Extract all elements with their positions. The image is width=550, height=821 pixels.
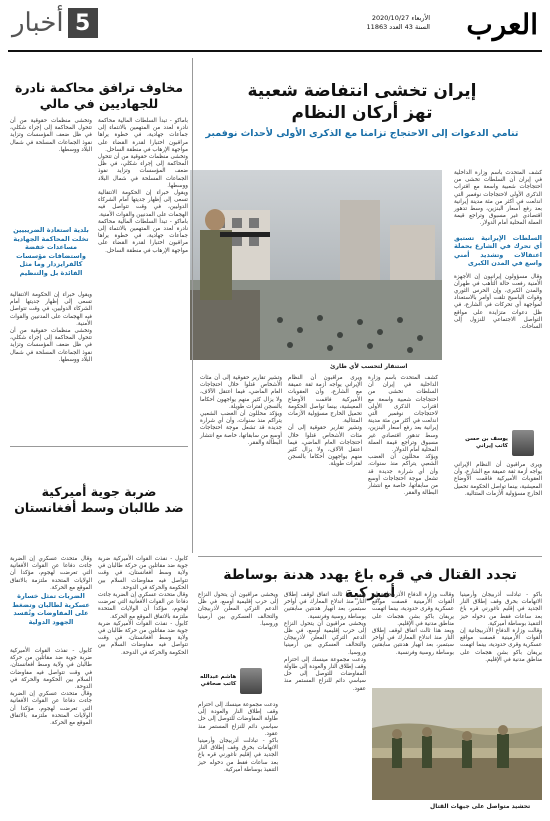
side-bottom-paragraph: وقال متحدث عسكري إن الضربة جاءت دفاعا عن القوات الأفغانية التي تعرضت لهجوم، مؤكدا أن الولايات المتحدة ملتزمة بالاتفاق الموقع مع الحركة. — [10, 691, 92, 727]
author-name: هاشم عبدالله — [200, 674, 237, 680]
side-bottom-text-col-2 — [10, 556, 92, 591]
author-role: كاتب صحافي — [200, 681, 237, 687]
lead-paragraph: كشف المتحدث باسم وزارة الداخلية في إيران أن السلطات تخشى من احتجاجات شعبية واسعة مع اقتراب الذكرى الأولى لاحتجاجات نوفمبر التي اندلعت في أكثر من مئة مدينة إيرانية بعد رفع أسعار البنزين، وسط تدهور اقتصادي غير مسبوق وتراجع قيمة العملة المحلية أمام الدولار. — [454, 170, 542, 227]
bottom-text-col-5 — [198, 702, 278, 807]
bottom-text-col-3 — [284, 592, 366, 807]
bottom-paragraph: ودعت مجموعة مينسك إلى احترام وقف إطلاق النار والعودة إلى طاولة المفاوضات للتوصل إلى حل سياسي دائم للنزاع المستمر منذ عقود. — [284, 656, 366, 692]
side-bottom-paragraph: وقال متحدث عسكري إن الضربة جاءت دفاعا عن القوات الأفغانية التي تعرضت لهجوم، مؤكدا أن الولايات المتحدة ملتزمة بالاتفاق الموقع مع الحركة. — [10, 556, 92, 591]
lead-paragraph: وقال مسؤولون إيرانيون إن الأجهزة الأمنية رفعت حالة التأهب في طهران والمدن الكبرى، وإن الحرس الثوري وقوات الباسيج تلقت أوامر بالاستعداد لمواجهة أي تحركات في الشارع، في ظل دعوات متزايدة على مواقع التواصل الاجتماعي للنزول إلى الساحات. — [454, 273, 542, 331]
lead-photo — [190, 170, 442, 360]
lead-paragraph: ويؤكد محللون أن الغضب الشعبي يتراكم منذ سنوات، وأن أي شرارة جديدة قد تشعل موجة احتجاجات أوسع من سابقاتها، خاصة مع انتشار البطالة والفقر. — [200, 411, 282, 446]
lead-headline-line-1: إيران تخشى انتفاضة شعبية — [247, 81, 477, 101]
bottom-paragraph: وقالت وزارة الدفاع الأذربيجانية إن القوات الأرمينية قصفت مواقع عسكرية وقرى حدودية، بينما اتهمت يريفان باكو بشن هجمات على مناطق مدنية في الإقليم. — [372, 592, 454, 627]
bottom-paragraph: ويخشى مراقبون أن يتحول النزاع إلى حرب إقليمية أوسع، في ظل الدعم التركي المعلن لأذربيجان والتحالف العسكري بين أرمينيا وروسيا. — [284, 620, 366, 656]
side-top-headline-line-1: مخاوف ترافق محاكمة نادرة — [14, 80, 184, 95]
lead-byline — [465, 430, 534, 456]
side-top-paragraph: باماكو - تبدأ السلطات المالية محاكمة نادرة لعدد من المتهمين بالانتماء إلى جماعات جهادية، في خطوة يراها مراقبون اختبارا لقدرة القضاء على مواجهة الإرهاب في منطقة الساحل. — [98, 118, 188, 153]
side-bottom-paragraph: وقال متحدث عسكري إن الضربة جاءت دفاعا عن القوات الأفغانية التي تعرضت لهجوم، مؤكدا أن الولايات المتحدة ملتزمة بالاتفاق الموقع مع الحركة. — [98, 592, 188, 620]
lead-photo-caption: استنفار لتحسب لأي طارئ — [330, 363, 408, 370]
bottom-paragraph: ويعد هذا ثالث اتفاق لوقف إطلاق النار منذ اندلاع المعارك في أواخر سبتمبر، بعد انهيار هدنتين سابقتين بوساطة روسية وفرنسية. — [372, 628, 454, 656]
lead-paragraph: ويرى مراقبون أن النظام الإيراني يواجه أزمة ثقة عميقة مع الشارع، وأن العقوبات الأميركية فاقمت الأوضاع المعيشية، بينما تواصل الحكومة تحميل الخارج مسؤولية الأزمات المتتالية. — [288, 375, 362, 425]
bottom-paragraph: باكو - تبادلت أذربيجان وأرمينيا الاتهامات بخرق وقف إطلاق النار الجديد في إقليم ناغورني قره باغ بعد ساعات فقط من دخوله حيز التنفيذ بوساطة أميركية. — [460, 592, 542, 627]
side-top-paragraph: وتخشى منظمات حقوقية من أن تتحول المحاكمة إلى إجراء شكلي، في ظل ضعف المؤسسات وتزايد نفوذ الجماعات المسلحة في شمال البلاد ووسطها. — [98, 154, 188, 189]
bottom-paragraph: ويعد هذا ثالث اتفاق لوقف إطلاق النار منذ اندلاع المعارك في أواخر سبتمبر، بعد انهيار هدنتين سابقتين بوساطة روسية وفرنسية. — [284, 592, 366, 620]
side-bottom-paragraph: كابول - نفذت القوات الأميركية ضربة جوية ضد مقاتلين من حركة طالبان في ولاية وسط أفغانستان، في وقت تتواصل فيه مفاوضات السلام بين الحكومة والحركة في الدوحة. — [98, 556, 188, 591]
issue-info — [367, 14, 430, 32]
author-name: يوسف بن حسن — [465, 436, 508, 442]
side-bottom-headline-line-2: ضد طالبان وسط أفغانستان — [14, 500, 184, 515]
section-number: 5 — [68, 8, 98, 38]
bottom-headline: تجدد القتال في قره باغ يهدد هدنة بوساطة أميركية — [223, 567, 517, 601]
side-bottom-text-col-3 — [10, 648, 92, 811]
side-top-pull-quote: بلدية استعادة الضريبيين تخلت المحاكمة الجهادية مساعدات خفضة واستضافات مؤسسات كالفرايزدار وما مثل الفائدة بل والتنظيم — [13, 226, 89, 277]
side-top-headline-line-2: للجهاديين في مالي — [39, 96, 159, 111]
bottom-paragraph: ويخشى مراقبون أن يتحول النزاع إلى حرب إقليمية أوسع، في ظل الدعم التركي المعلن لأذربيجان والتحالف العسكري بين أرمينيا وروسيا. — [198, 592, 278, 627]
bottom-paragraph: باكو - تبادلت أذربيجان وأرمينيا الاتهامات بخرق وقف إطلاق النار الجديد في إقليم ناغورني قره باغ بعد ساعات فقط من دخوله حيز التنفيذ بوساطة أميركية. — [198, 738, 278, 773]
side-top-paragraph: ويقول خبراء إن الحكومة الانتقالية تسعى إلى إظهار جديتها أمام الشركاء الدوليين، في وقت تتواصل فيه الهجمات على المدنيين والقوات الأمنية. — [98, 190, 188, 218]
lead-paragraph: ويؤكد محللون أن الغضب الشعبي يتراكم منذ سنوات، وأن أي شرارة جديدة قد تشعل موجة احتجاجات أوسع من سابقاتها، خاصة مع انتشار البطالة والفقر. — [368, 454, 438, 497]
bottom-photo-caption: تحشيد متواصل على جبهات القتال — [430, 803, 531, 810]
lead-headline-block — [182, 80, 542, 139]
side-bottom-text-col-1 — [98, 556, 188, 811]
issue-number: السنة 43 العدد 11863 — [366, 23, 430, 31]
lead-text-col-4 — [368, 375, 438, 550]
author-avatar — [240, 668, 262, 694]
lead-text-col-2 — [288, 375, 362, 550]
lead-paragraph: ويرى مراقبون أن النظام الإيراني يواجه أزمة ثقة عميقة مع الشارع، وأن العقوبات الأميركية فاقمت الأوضاع المعيشية، بينما تواصل الحكومة تحميل الخارج مسؤولية الأزمات المتتالية. — [454, 462, 542, 497]
masthead — [8, 6, 542, 52]
lead-text-col-3 — [200, 375, 282, 550]
author-avatar — [512, 430, 534, 456]
lead-headline-line-2: تهز أركان النظام — [291, 103, 433, 123]
column-rule — [192, 58, 193, 553]
bottom-paragraph: وقالت وزارة الدفاع الأذربيجانية إن القوات الأرمينية قصفت مواقع عسكرية وقرى حدودية، بينما اتهمت يريفان باكو بشن هجمات على مناطق مدنية في الإقليم. — [460, 628, 542, 663]
side-top-paragraph: وتخشى منظمات حقوقية من أن تتحول المحاكمة إلى إجراء شكلي، في ظل ضعف المؤسسات وتزايد نفوذ الجماعات المسلحة في شمال البلاد ووسطها. — [10, 328, 92, 363]
bottom-photo — [372, 688, 542, 800]
side-top-paragraph: وتخشى منظمات حقوقية من أن تتحول المحاكمة إلى إجراء شكلي، في ظل ضعف المؤسسات وتزايد نفوذ الجماعات المسلحة في شمال البلاد ووسطها. — [10, 118, 92, 153]
lead-paragraph: كشف المتحدث باسم وزارة الداخلية في إيران أن السلطات تخشى من احتجاجات شعبية واسعة مع اقتراب الذكرى الأولى لاحتجاجات نوفمبر التي اندلعت في أكثر من مئة مدينة إيرانية بعد رفع أسعار البنزين، وسط تدهور اقتصادي غير مسبوق وتراجع قيمة العملة المحلية أمام الدولار. — [368, 375, 438, 454]
side-top-paragraph: باماكو - تبدأ السلطات المالية محاكمة نادرة لعدد من المتهمين بالانتماء إلى جماعات جهادية، في خطوة يراها مراقبون اختبارا لقدرة القضاء على مواجهة الإرهاب في منطقة الساحل. — [98, 218, 188, 254]
section-rule — [10, 446, 188, 447]
lead-paragraph: وتشير تقارير حقوقية إلى أن مئات الأشخاص قتلوا خلال احتجاجات العام الماضي، فيما اعتقل الآلاف، ولا يزال كثير منهم يواجهون أحكاما بالسجن لفترات طويلة. — [200, 375, 282, 410]
issue-date: الأربعاء 2020/10/27 — [371, 14, 430, 22]
lead-text-col-1b — [454, 462, 542, 546]
author-role: كاتب إيراني — [476, 443, 508, 449]
lead-photo-image — [190, 170, 442, 360]
bottom-text-col-1 — [460, 592, 542, 682]
side-bottom-headline-block — [10, 484, 188, 516]
section-header — [12, 8, 98, 38]
side-bottom-paragraph: كابول - نفذت القوات الأميركية ضربة جوية ضد مقاتلين من حركة طالبان في ولاية وسط أفغانستان، في وقت تتواصل فيه مفاوضات السلام بين الحكومة والحركة في الدوحة. — [98, 620, 188, 656]
side-bottom-paragraph: كابول - نفذت القوات الأميركية ضربة جوية ضد مقاتلين من حركة طالبان في ولاية وسط أفغانستان، في وقت تتواصل فيه مفاوضات السلام بين الحكومة والحركة في الدوحة. — [10, 648, 92, 691]
lead-pull-quote: السلطات الإيرانية تستبق أي تحرك في الشارع بحملة اعتقالات وتشديد أمني واسع في المدن الكبرى — [454, 233, 542, 268]
section-name: أخبار — [12, 8, 64, 38]
side-bottom-headline-line-1: ضربة جوية أميركية — [41, 484, 157, 499]
side-top-paragraph: ويقول خبراء إن الحكومة الانتقالية تسعى إلى إظهار جديتها أمام الشركاء الدوليين، في وقت تتواصل فيه الهجمات على المدنيين والقوات الأمنية. — [10, 292, 92, 327]
lead-subheadline: تنامي الدعوات إلى الاحتجاج تزامنا مع الذكرى الأولى لأحداث نوفمبر — [205, 128, 519, 139]
bottom-text-col-4 — [198, 592, 278, 662]
bottom-byline — [200, 668, 262, 694]
side-top-text-col-2 — [10, 118, 92, 223]
bottom-paragraph: ودعت مجموعة مينسك إلى احترام وقف إطلاق النار والعودة إلى طاولة المفاوضات للتوصل إلى حل سياسي دائم للنزاع المستمر منذ عقود. — [198, 702, 278, 737]
lead-paragraph: وتشير تقارير حقوقية إلى أن مئات الأشخاص قتلوا خلال احتجاجات العام الماضي، فيما اعتقل الآلاف، ولا يزال كثير منهم يواجهون أحكاما بالسجن لفترات طويلة. — [288, 425, 362, 468]
side-bottom-pull-quote: الضربات تمثل خسارة عسكرية لطالبان وتضغط على المفاوضات وتُفسد الجهود الدولية — [12, 592, 90, 626]
newspaper-logo: العرب — [466, 8, 538, 41]
side-top-headline-block — [10, 80, 188, 112]
lead-text-col-1 — [454, 170, 542, 428]
bottom-text-col-2 — [372, 592, 454, 682]
side-top-text-col-3 — [10, 292, 92, 438]
bottom-photo-image — [372, 688, 542, 800]
section-rule — [198, 556, 542, 557]
side-top-text-col-1 — [98, 118, 188, 438]
